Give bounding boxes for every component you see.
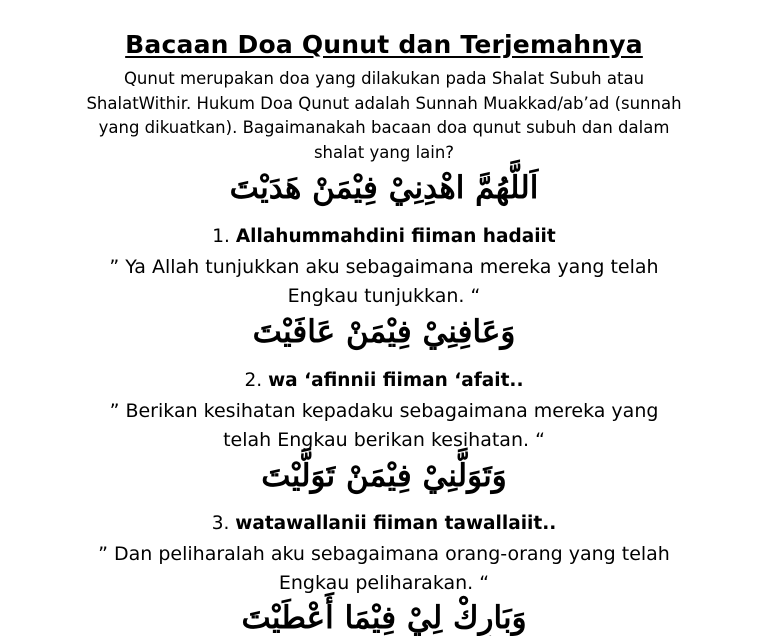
intro-paragraph: Qunut merupakan doa yang dilakukan pada Shalat Subuh atau ShalatWithir. Hukum Doa Qunut adalah Sunnah Muakkad/ab’ad (sunnah yang dikuatkan). Bagaimanakah bacaan doa qunut subuh dan dalam shalat yang lain? <box>86 69 682 162</box>
arabic-verse-3: وَتَوَلَّنِيْ فِيْمَنْ تَوَلَّيْتَ <box>261 458 507 494</box>
translation-2: ” Berikan kesihatan kepadaku sebagaimana mereka yang telah Engkau berikan kesihatan. “ <box>109 400 659 451</box>
translation-3: ” Dan peliharalah aku sebagaimana orang-orang yang telah Engkau peliharakan. “ <box>98 543 670 594</box>
arabic-verse-1: اَللَّهُمَّ اهْدِنِيْ فِيْمَنْ هَدَيْتَ <box>229 170 539 206</box>
verse-number-3: 3. <box>211 513 230 534</box>
verse-number-1: 1. <box>212 226 230 247</box>
verse-heading-1 <box>0 226 768 247</box>
verse-heading-2 <box>0 370 768 391</box>
arabic-verse-2: وَعَافِنِيْ فِيْمَنْ عَافَيْتَ <box>252 314 516 350</box>
translation-1: ” Ya Allah tunjukkan aku sebagaimana mereka yang telah Engkau tunjukkan. “ <box>109 256 659 307</box>
verse-number-2: 2. <box>244 370 263 391</box>
transliteration-2: wa ‘afinnii fiiman ‘afait.. <box>268 370 524 391</box>
transliteration-3: watawallanii fiiman tawallaiit.. <box>235 513 557 534</box>
verse-heading-3 <box>0 513 768 534</box>
page-title: Bacaan Doa Qunut dan Terjemahnya <box>125 30 643 59</box>
arabic-verse-4: وَبَارِكْ لِيْ فِيْمَا أَعْطَيْتَ <box>241 600 527 636</box>
transliteration-1: Allahummahdini fiiman hadaiit <box>235 226 556 247</box>
